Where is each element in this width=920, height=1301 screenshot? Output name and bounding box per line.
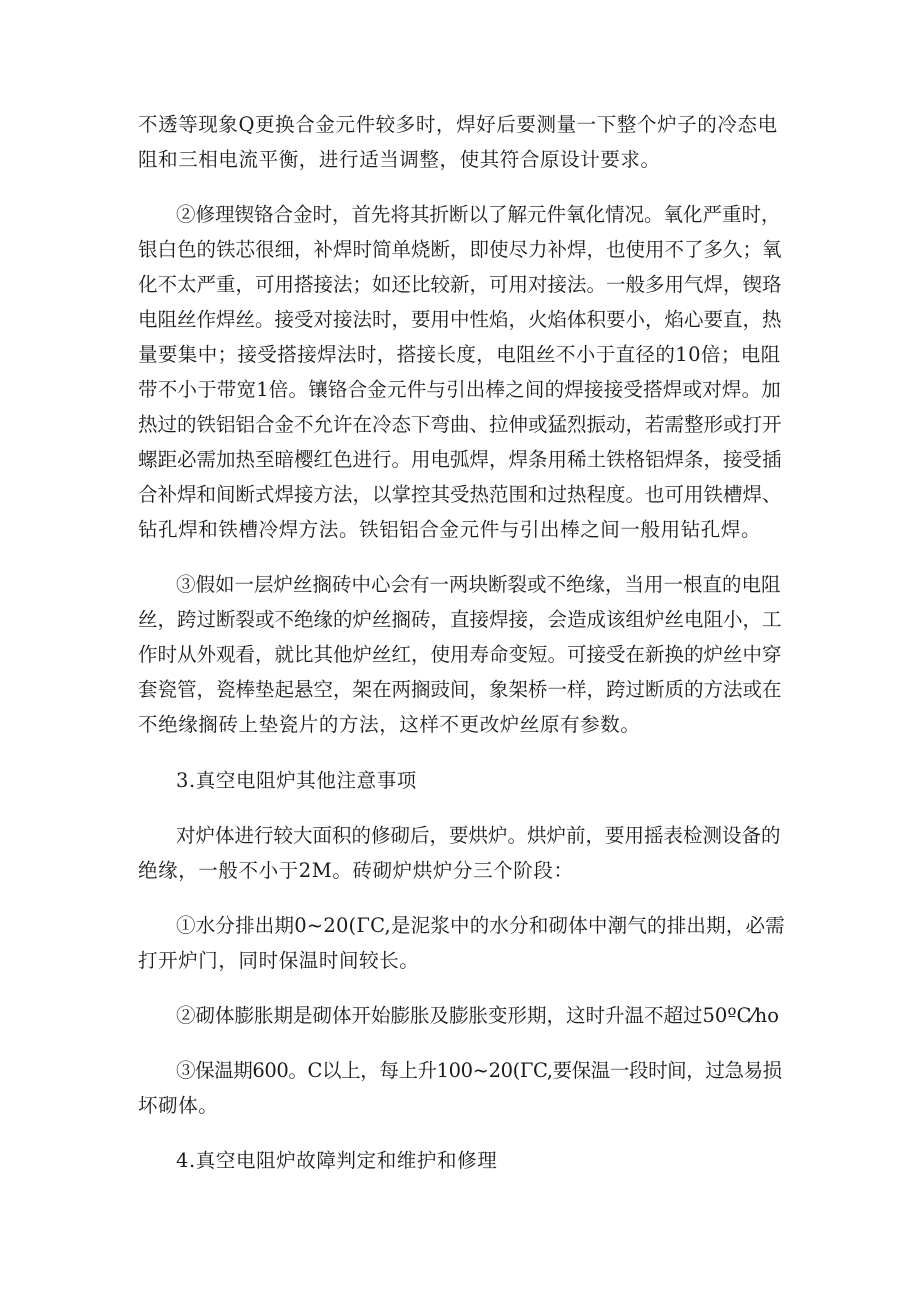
- paragraph-line: 合补焊和间断式焊接方法，以掌控其受热范围和过热程度。也可用铁槽焊、: [138, 483, 782, 506]
- paragraph-line: 钻孔焊和铁槽冷焊方法。铁铝铝合金元件与引出棒之间一般用钻孔焊。: [138, 518, 762, 541]
- paragraph-line: 螺距必需加热至暗樱红色进行。用电弧焊，焊条用稀土铁格铝焊条，接受插: [138, 448, 782, 471]
- section-heading: 3.真空电阻炉其他注意事项: [176, 769, 417, 792]
- paragraph-line: 不绝缘搁砖上垫瓷片的方法，这样不更改炉丝原有参数。: [138, 713, 641, 736]
- section-heading: 4.真空电阻炉故障判定和维护和修理: [176, 1149, 498, 1172]
- paragraph-line: 不透等现象Q更换合金元件较多时，焊好后要测量一下整个炉子的冷态电: [138, 113, 778, 136]
- paragraph-line: 电阻丝作焊丝。接受对接法时，要用中性焰，火焰体积要小，焰心要直，热: [138, 308, 782, 331]
- paragraph-line: 阻和三相电流平衡，进行适当调整，使其符合原设计要求。: [138, 148, 661, 171]
- paragraph-line: 绝缘，一般不小于2M。砖砌炉烘炉分三个阶段：: [138, 859, 574, 882]
- paragraph-line: 打开炉门，同时保温时间较长。: [138, 949, 420, 972]
- paragraph-line: ③保温期600。C以上，每上升100~20(ΓC,要保温一段时间，过急易损: [176, 1059, 782, 1082]
- paragraph-line: 银白色的铁芯很细，补焊时简单烧断，即使尽力补焊，也使用不了多久；氧: [138, 238, 782, 261]
- paragraph-line: 套瓷管，瓷棒垫起悬空，架在两搁豉间，象架桥一样，跨过断质的方法或在: [138, 678, 782, 701]
- paragraph-line: ①水分排出期0~20(ΓC,是泥浆中的水分和砌体中潮气的排出期，必需: [176, 914, 785, 937]
- paragraph-line: 化不太严重，可用搭接法；如还比较新，可用对接法。一般多用气焊，锲珞: [138, 273, 782, 296]
- paragraph-line: ③假如一层炉丝搁砖中心会有一两块断裂或不绝缘，当用一根直的电阻: [176, 573, 781, 596]
- paragraph-line: 带不小于带宽1倍。镶铬合金元件与引出棒之间的焊接接受搭焊或对焊。加: [138, 378, 782, 401]
- paragraph-line: 丝，跨过断裂或不绝缘的炉丝搁砖，直接焊接，会造成该组炉丝电阻小，工: [138, 608, 782, 631]
- paragraph-line: 量要集中；接受搭接焊法时，搭接长度，电阻丝不小于直径的10倍；电阻: [138, 343, 781, 366]
- paragraph-line: 对炉体进行较大面积的修砌后，要烘炉。烘炉前，要用摇表检测设备的: [176, 824, 781, 847]
- paragraph-line: 坏砌体。: [138, 1094, 219, 1117]
- paragraph-line: 作时从外观看，就比其他炉丝红，使用寿命变短。可接受在新换的炉丝中穿: [138, 643, 782, 666]
- paragraph-line: 热过的铁铝铝合金不允许在冷态下弯曲、拉伸或猛烈振动，若需整形或打开: [138, 413, 782, 436]
- paragraph-line: ②修理锲铬合金时，首先将其折断以了解元件氧化情况。氧化严重时，: [176, 203, 781, 226]
- paragraph-line: ②砌体膨胀期是砌体开始膨胀及膨胀变形期，这时升温不超过50ºC⁄ho: [176, 1004, 779, 1027]
